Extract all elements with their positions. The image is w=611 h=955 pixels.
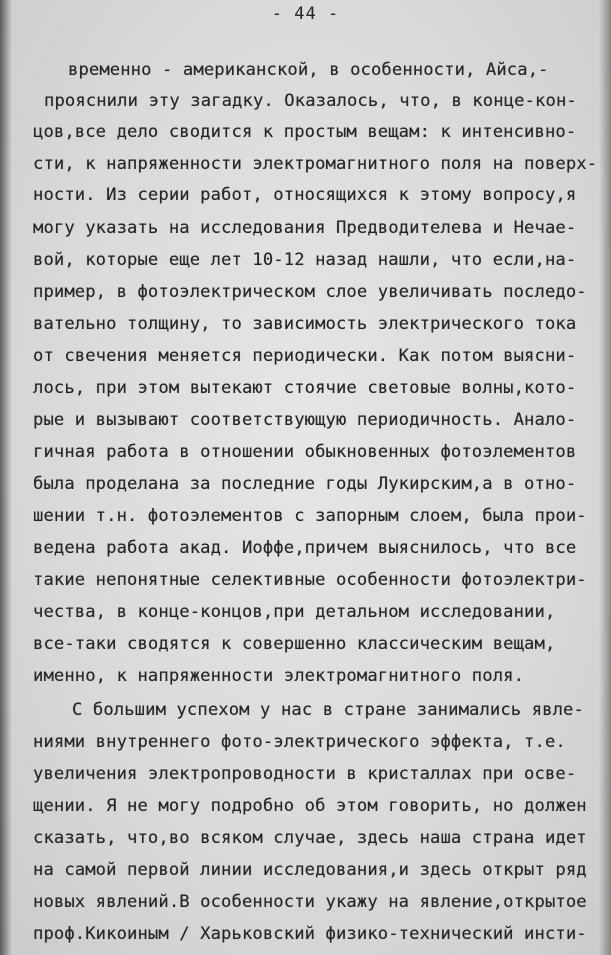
text-line: проф.Кикоиным / Харьковский физико-технический инсти- [33, 924, 587, 944]
text-line: гичная работа в отношении обыкновенных фотоэлементов [33, 442, 577, 462]
text-line: щении. Я не могу подробно об этом говорить, но должен [33, 796, 587, 816]
text-line: новых явлений.В особенности укажу на явление,открытое [33, 892, 587, 912]
text-line: цов,все дело сводится к простым вещам: к интенсивно- [33, 122, 577, 142]
text-line: лось, при этом вытекают стоячие световые волны,кото- [33, 378, 577, 398]
text-line: увеличения электропроводности в кристаллах при осве- [33, 764, 577, 784]
text-line: была проделана за последние годы Лукирским,а в отно- [33, 474, 577, 494]
page-number: - 44 - [271, 4, 340, 24]
text-line: могу указать на исследования Предводителева и Нечае- [33, 218, 577, 238]
text-line: прояснили эту загадку. Оказалось, что, в конце-кон- [44, 91, 577, 111]
text-line: ниями внутреннего фото-электрического эффекта, т.е. [33, 732, 566, 752]
text-line: ности. Из серии работ, относящихся к этому вопросу,я [33, 185, 577, 205]
text-line: такие непонятные селективные особенности фотоэлектри- [33, 570, 587, 590]
text-line: сти, к напряженности электромагнитного поля на поверх- [33, 154, 598, 174]
text-line: ведена работа акад. Иоффе,причем выяснилось, что все [33, 538, 577, 558]
scan-left-edge-shadow [0, 0, 12, 955]
text-line: вой, которые еще лет 10-12 назад нашли, что если,на- [33, 250, 577, 270]
text-line: шении т.н. фотоэлементов с запорным слоем, была прои- [33, 506, 587, 526]
text-line: вательно толщину, то зависимость электрического тока [33, 314, 577, 334]
text-line: рые и вызывают соответствующую периодичность. Анало- [33, 410, 577, 430]
text-line: пример, в фотоэлектрическом слое увеличивать последо- [33, 282, 587, 302]
text-line: на самой первой линии исследования,и здесь открыт ряд [33, 860, 587, 880]
text-line: сказать, что,во всяком случае, здесь наша страна идет [33, 828, 587, 848]
scan-right-edge-shadow [599, 0, 611, 955]
text-line: временно - американской, в особенности, Айса,- [68, 60, 549, 80]
text-line: именно, к напряженности электромагнитного поля. [33, 666, 525, 686]
text-line: С большим успехом у нас в стране занимались явле- [72, 700, 584, 720]
text-line: от свечения меняется периодически. Как потом выясни- [33, 346, 577, 366]
text-line: чества, в конце-концов,при детальном исследовании, [33, 602, 556, 622]
text-line: все-таки сводятся к совершенно классическим вещам, [33, 634, 556, 654]
